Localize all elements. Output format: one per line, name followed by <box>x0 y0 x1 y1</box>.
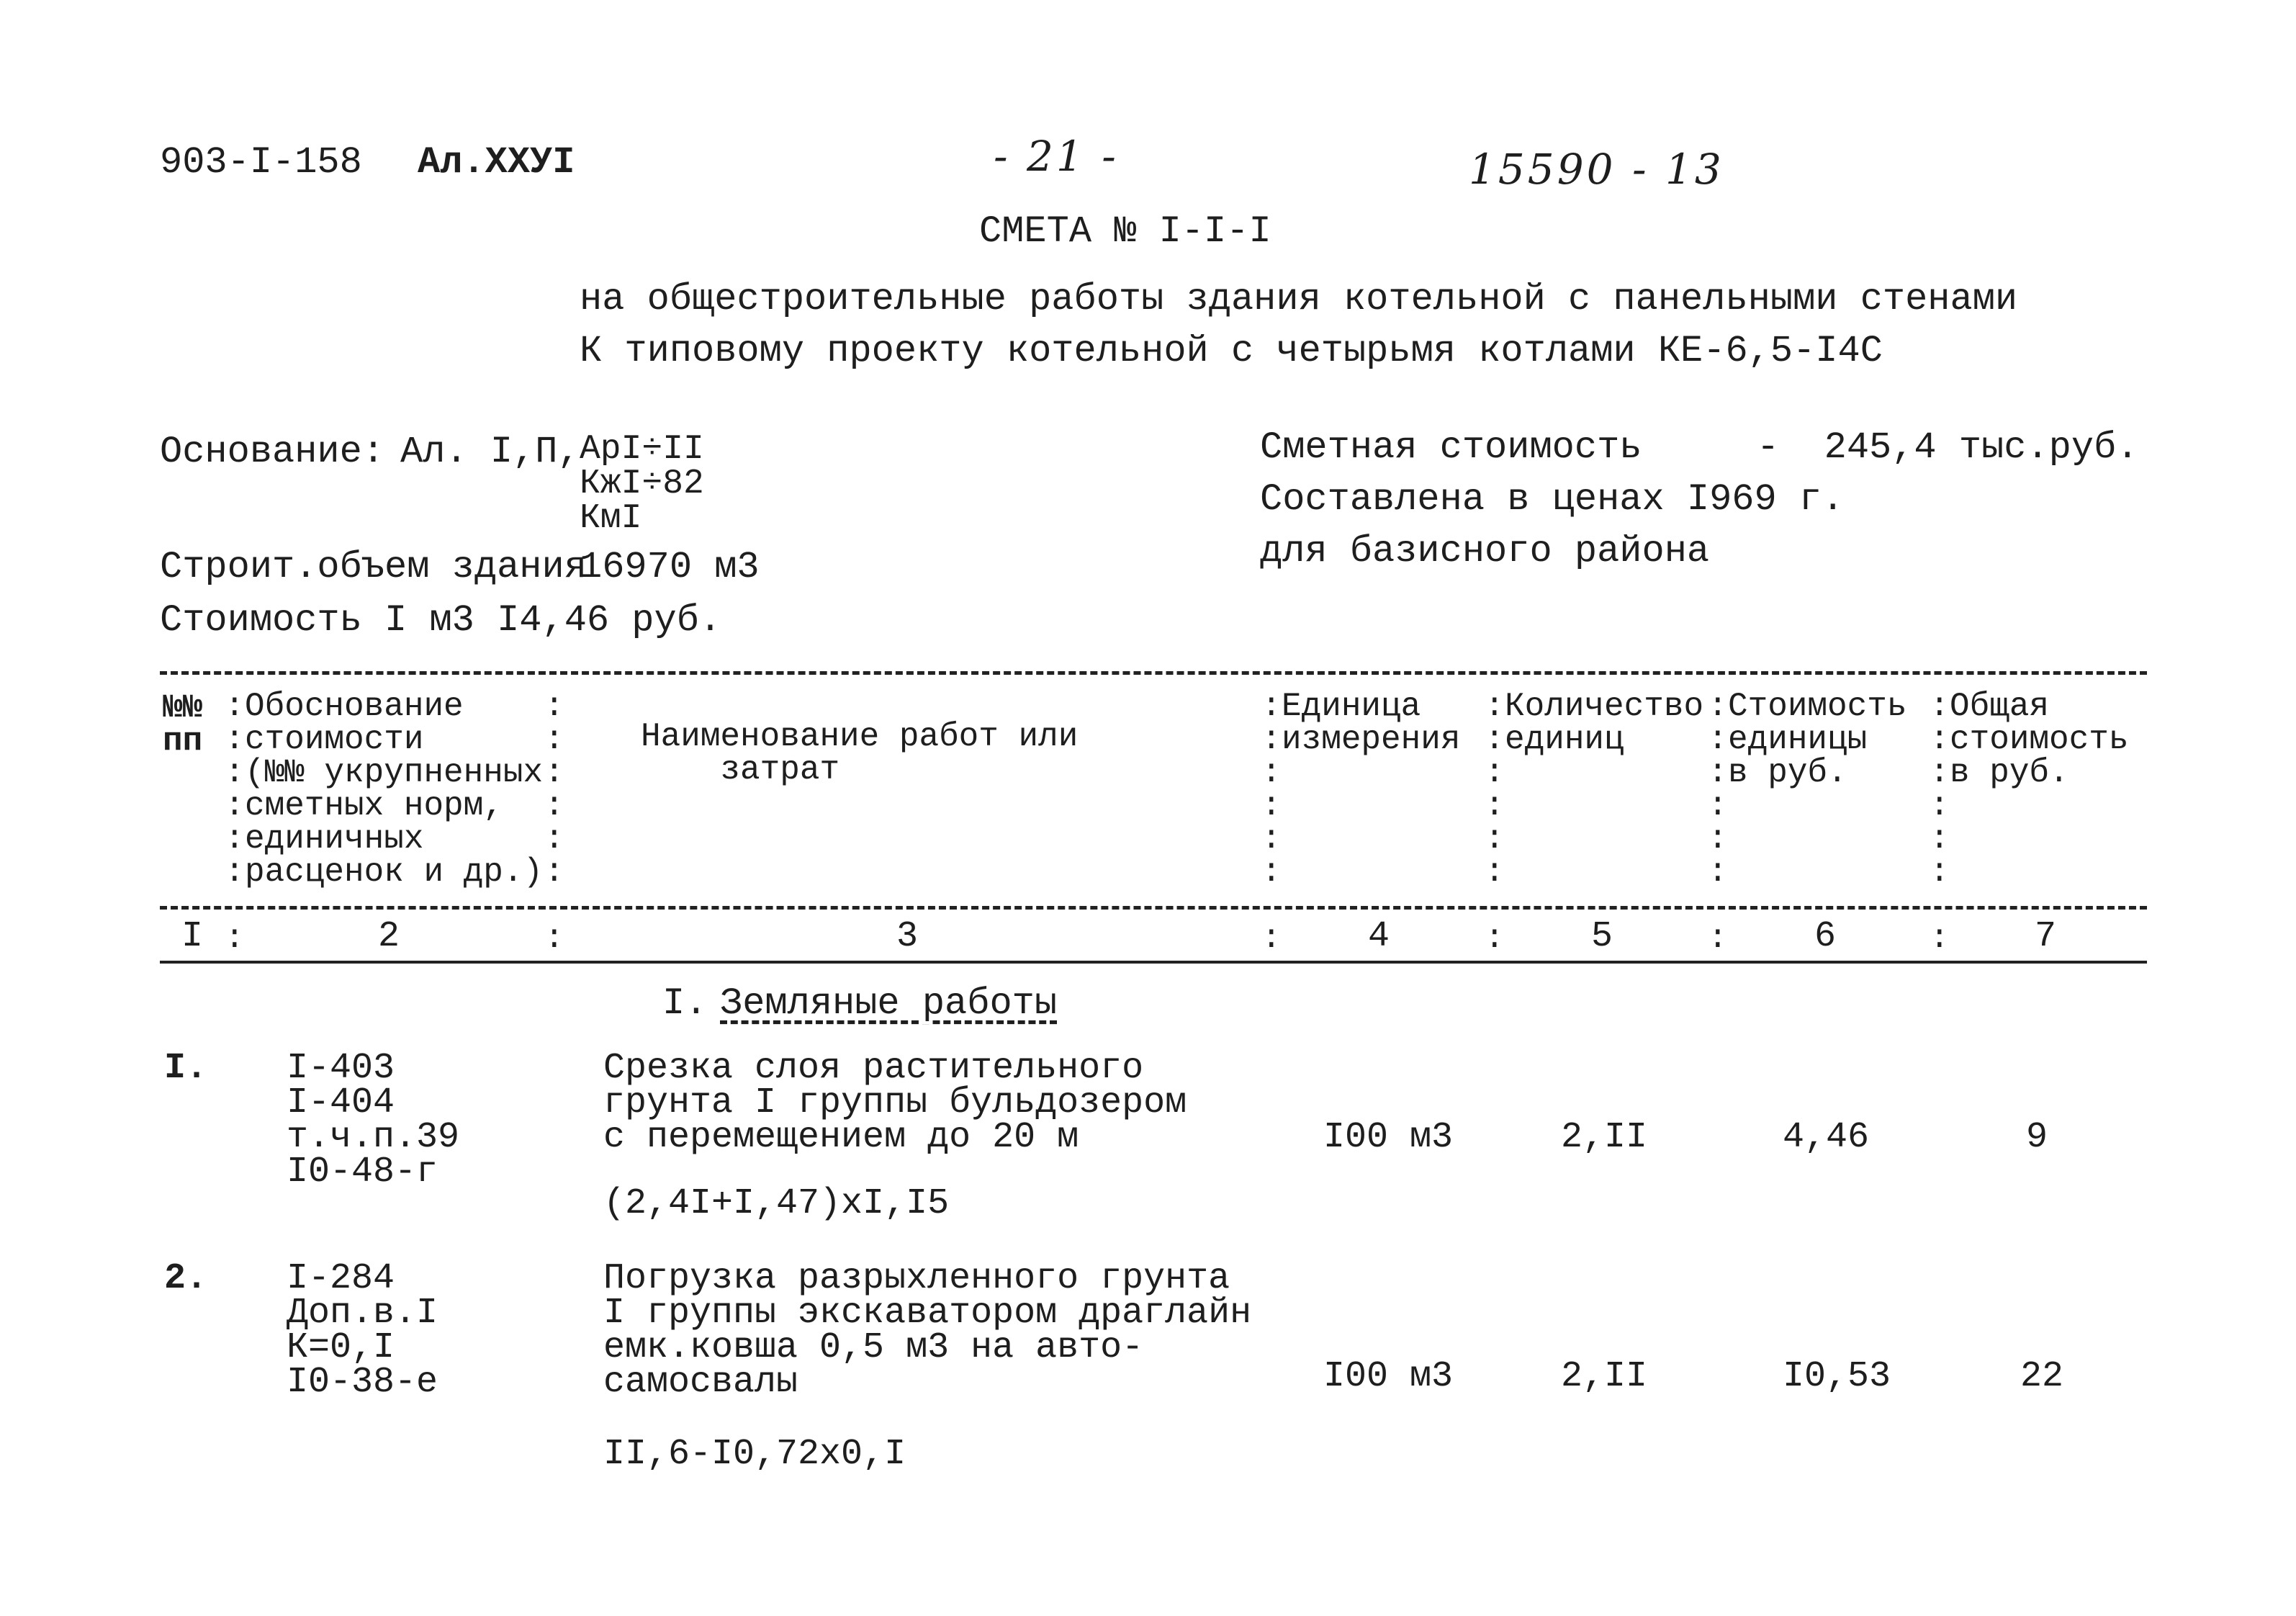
col-separator: : <box>1708 920 1728 957</box>
col-separator: : <box>225 920 245 957</box>
col-separator: : : : : : : <box>1485 688 1505 891</box>
building-volume-label: Строит.объем здания <box>160 546 587 588</box>
column-number-7: 7 <box>2034 916 2056 957</box>
document-code: 903-I-158 <box>160 141 362 184</box>
row-total: 9 <box>2026 1117 2048 1158</box>
region-note: для базисного района <box>1260 530 1710 573</box>
basis-value: Ал. I,П, <box>400 431 580 473</box>
row-unit: I00 м3 <box>1323 1117 1454 1158</box>
page-number: - 21 - <box>994 132 1119 181</box>
cost-per-m3: Стоимость I м3 I4,46 руб. <box>160 599 722 642</box>
header-quantity: Количество единиц <box>1505 688 1704 758</box>
column-number-3: 3 <box>896 916 918 957</box>
row-unit-cost: I0,53 <box>1783 1356 1891 1397</box>
column-number-5: 5 <box>1590 916 1613 957</box>
row-unit: I00 м3 <box>1323 1356 1454 1397</box>
col-separator: : : : : : : <box>544 688 564 891</box>
basis-label: Основание: <box>160 431 385 473</box>
estimate-cost-label: Сметная стоимость <box>1260 426 1642 469</box>
col-separator: : <box>1261 920 1282 957</box>
row-basis: I-284 Доп.в.I К=0,I I0-38-е <box>287 1258 438 1403</box>
estimate-heading: СМЕТА № I-I-I <box>979 210 1271 253</box>
row-quantity: 2,II <box>1561 1117 1648 1158</box>
estimate-subtitle-line1: на общестроительные работы здания котельной с панельными стенами <box>580 278 2018 320</box>
row-work-name: Погрузка разрыхленного грунта I группы экскаватором драглайн емк.ковша 0,5 м3 на авто- самосвалы <box>603 1258 1252 1403</box>
col-separator: : : : : : : <box>1708 688 1728 891</box>
header-unit-cost: Стоимость единицы в руб. <box>1728 688 1907 791</box>
col-separator: : <box>1485 920 1505 957</box>
section-title: Земляные работы <box>720 982 1058 1025</box>
row-basis: I-403 I-404 т.ч.п.39 I0-48-г <box>287 1048 460 1193</box>
table-top-rule <box>160 671 2147 675</box>
header-work-name: Наименование работ или затрат <box>641 718 1079 789</box>
col-separator: : : : : : : <box>1261 688 1282 891</box>
col-separator: : : : : : : <box>1930 688 1950 891</box>
row-number: I. <box>164 1048 208 1089</box>
header-bottom-rule <box>160 906 2147 910</box>
row-formula: (2,4I+I,47)xI,I5 <box>603 1183 950 1224</box>
row-unit-cost: 4,46 <box>1783 1117 1870 1158</box>
col-separator: : : : : : : <box>225 688 245 891</box>
row-formula: II,6-I0,72x0,I <box>603 1434 906 1475</box>
column-number-1: I <box>181 916 203 957</box>
row-work-name: Срезка слоя растительного грунта I группы бульдозером с перемещением до 20 м <box>603 1048 1187 1158</box>
column-number-4: 4 <box>1367 916 1390 957</box>
header-unit: Единица измерения <box>1282 688 1461 758</box>
basis-extra-3: КмI <box>580 499 642 538</box>
col-separator: : <box>1930 920 1950 957</box>
header-basis: Обоснование стоимости (№№ укрупненных сметных норм, единичных расценок и др.) <box>245 688 544 891</box>
column-number-6: 6 <box>1814 916 1836 957</box>
header-row-number: №№ пп <box>163 689 203 760</box>
basis-extra-2: КжI÷82 <box>580 464 704 503</box>
price-level-note: Составлена в ценах I969 г. <box>1260 478 1845 521</box>
column-number-2: 2 <box>377 916 400 957</box>
column-numbers-rule <box>160 961 2147 964</box>
row-quantity: 2,II <box>1561 1356 1648 1397</box>
estimate-cost-value: - 245,4 тыс.руб. <box>1757 426 2139 469</box>
inventory-number: 15590 - 13 <box>1469 145 1724 194</box>
section-number: I. <box>662 982 708 1025</box>
estimate-subtitle-line2: К типовому проекту котельной с четырьмя котлами КЕ-6,5-I4С <box>580 330 1883 372</box>
basis-extra-1: АрI÷II <box>580 430 704 469</box>
header-total-cost: Общая стоимость в руб. <box>1950 688 2129 791</box>
album-number: Ал.XXУI <box>418 141 575 184</box>
building-volume-value: 16970 м3 <box>580 546 760 588</box>
row-total: 22 <box>2020 1356 2064 1397</box>
col-separator: : <box>544 920 564 957</box>
row-number: 2. <box>164 1258 208 1299</box>
